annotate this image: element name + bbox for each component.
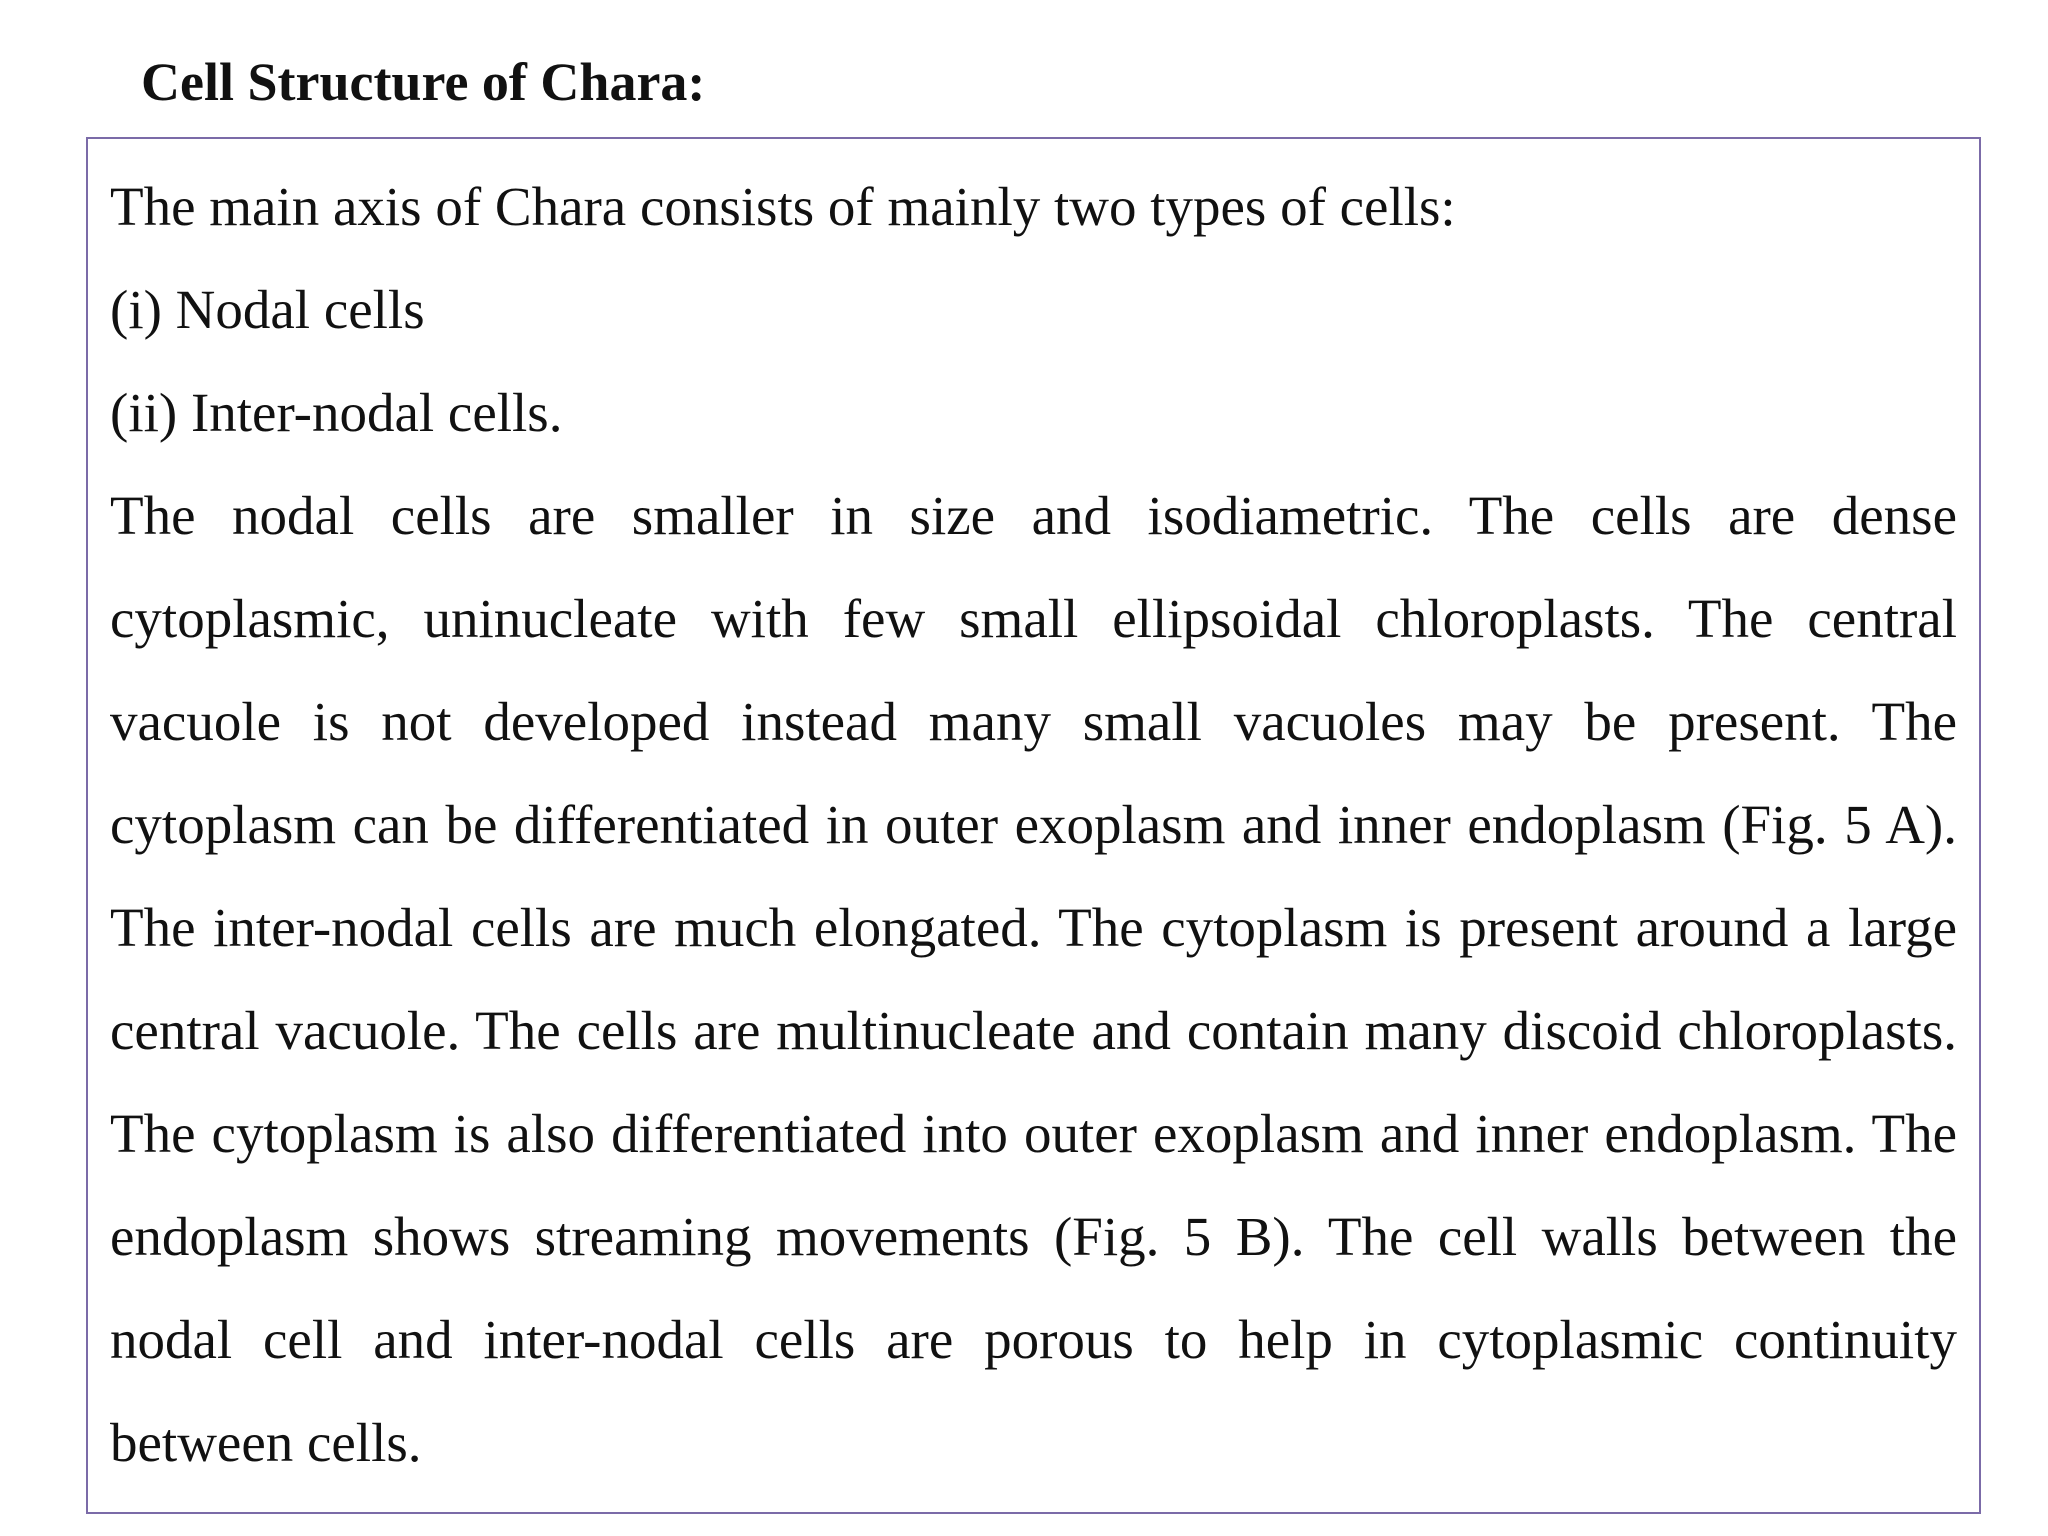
intro-line: The main axis of Chara consists of mainly two types of cells: <box>110 176 1456 237</box>
list-item-nodal-cells: (i) Nodal cells <box>110 279 425 340</box>
section-heading: Cell Structure of Chara: <box>141 52 706 112</box>
body-paragraph: The nodal cells are smaller in size and isodiametric. The cells are dense cytoplasmic, uninucleate with few small ellipsoidal chloroplasts. The central vacuole is not developed instead many small vacuoles may be present. The cytoplasm can be differentiated in outer exoplasm and inner endoplasm (Fig. 5 A). The inter-nodal cells are much elongated. The cytoplasm is present around a large central vacuole. The cells are multinucleate and contain many discoid chloroplasts. The cytoplasm is also differentiated into outer exoplasm and inner endoplasm. The endoplasm shows streaming movements (Fig. 5 B). The cell walls between the nodal cell and inter-nodal cells are porous to help in cytoplasmic continuity between cells. <box>110 485 1957 1473</box>
list-item-inter-nodal-cells: (ii) Inter-nodal cells. <box>110 382 563 443</box>
content-box <box>86 137 1981 1514</box>
